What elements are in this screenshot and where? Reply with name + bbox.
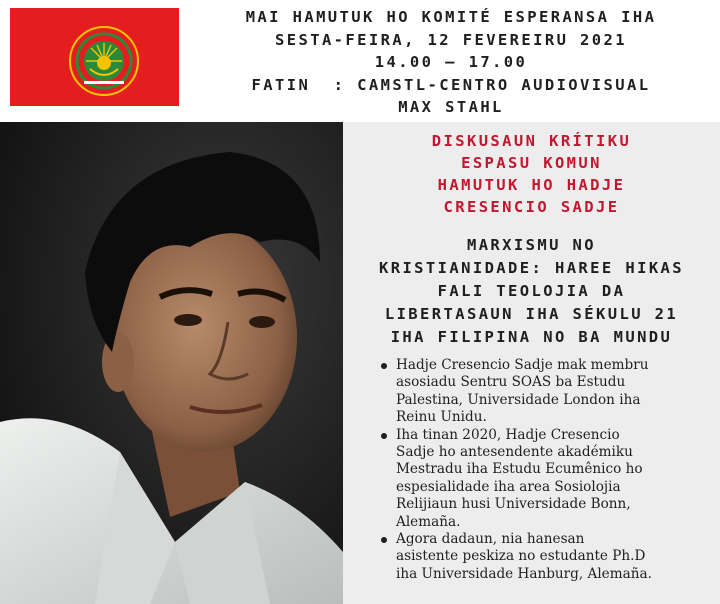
- bio-line: Alemaña.: [396, 513, 461, 530]
- speaker-photo: [0, 122, 343, 604]
- bio-line: Agora dadaun, nia hanesan: [396, 531, 585, 548]
- header-line: MAX STAHL: [398, 98, 504, 116]
- header-line: MAI HAMUTUK HO KOMITÉ ESPERANSA IHA: [245, 8, 657, 26]
- event-title-line: DISKUSAUN KRÍTIKU: [431, 132, 632, 150]
- bio-line: Mestradu iha Estudu Ecumênico ho: [396, 461, 643, 478]
- info-panel: [343, 122, 720, 604]
- bio-line: Palestina, Universidade London iha: [396, 391, 641, 408]
- bio-line: Relijiaun husi Universidade Bonn,: [396, 496, 631, 513]
- bio-line: Reinu Unidu.: [396, 409, 487, 426]
- discussion-topic: [343, 234, 720, 349]
- topic-line: FALI TEOLOJIA DA: [437, 282, 626, 300]
- topic-line: MARXISMU NO: [466, 236, 597, 254]
- header-line: 14.00 – 17.00: [374, 53, 528, 71]
- topic-line: KRISTIANIDADE: HAREE HIKAS: [378, 259, 685, 277]
- event-title: [343, 130, 720, 218]
- bio-line: Iha tinan 2020, Hadje Cresencio: [396, 426, 620, 443]
- topic-line: IHA FILIPINA NO BA MUNDU: [390, 328, 673, 346]
- speaker-portrait: [0, 122, 343, 604]
- topic-line: LIBERTASAUN IHA SÉKULU 21: [384, 305, 679, 323]
- event-title-line: ESPASU KOMUN: [461, 154, 602, 172]
- header-line: SESTA-FEIRA, 12 FEVEREIRU 2021: [275, 30, 627, 49]
- event-title-line: HAMUTUK HO HADJE: [437, 176, 626, 194]
- bio-line: asistente peskiza no estudante Ph.D: [396, 548, 646, 565]
- header: [0, 0, 720, 122]
- bio-line: asosiadu Sentru SOAS ba Estudu: [396, 374, 626, 391]
- emblem-icon: [68, 25, 140, 97]
- bio-item: [378, 357, 716, 427]
- bio-item: [378, 427, 716, 531]
- flag: [10, 8, 179, 106]
- bio-line: Sadje ho antesendente akadémiku: [396, 444, 633, 461]
- bio-item: [378, 531, 716, 583]
- speaker-bio-list: [378, 357, 716, 583]
- bio-line: espesialidade iha area Sosiolojia: [396, 478, 621, 495]
- event-info: [186, 6, 716, 119]
- bio-line: iha Universidade Hanburg, Alemaña.: [396, 565, 652, 582]
- header-line: FATIN : CAMSTL-CENTRO AUDIOVISUAL: [251, 75, 651, 94]
- event-title-line: CRESENCIO SADJE: [443, 198, 620, 216]
- bio-line: Hadje Cresencio Sadje mak membru: [396, 357, 649, 373]
